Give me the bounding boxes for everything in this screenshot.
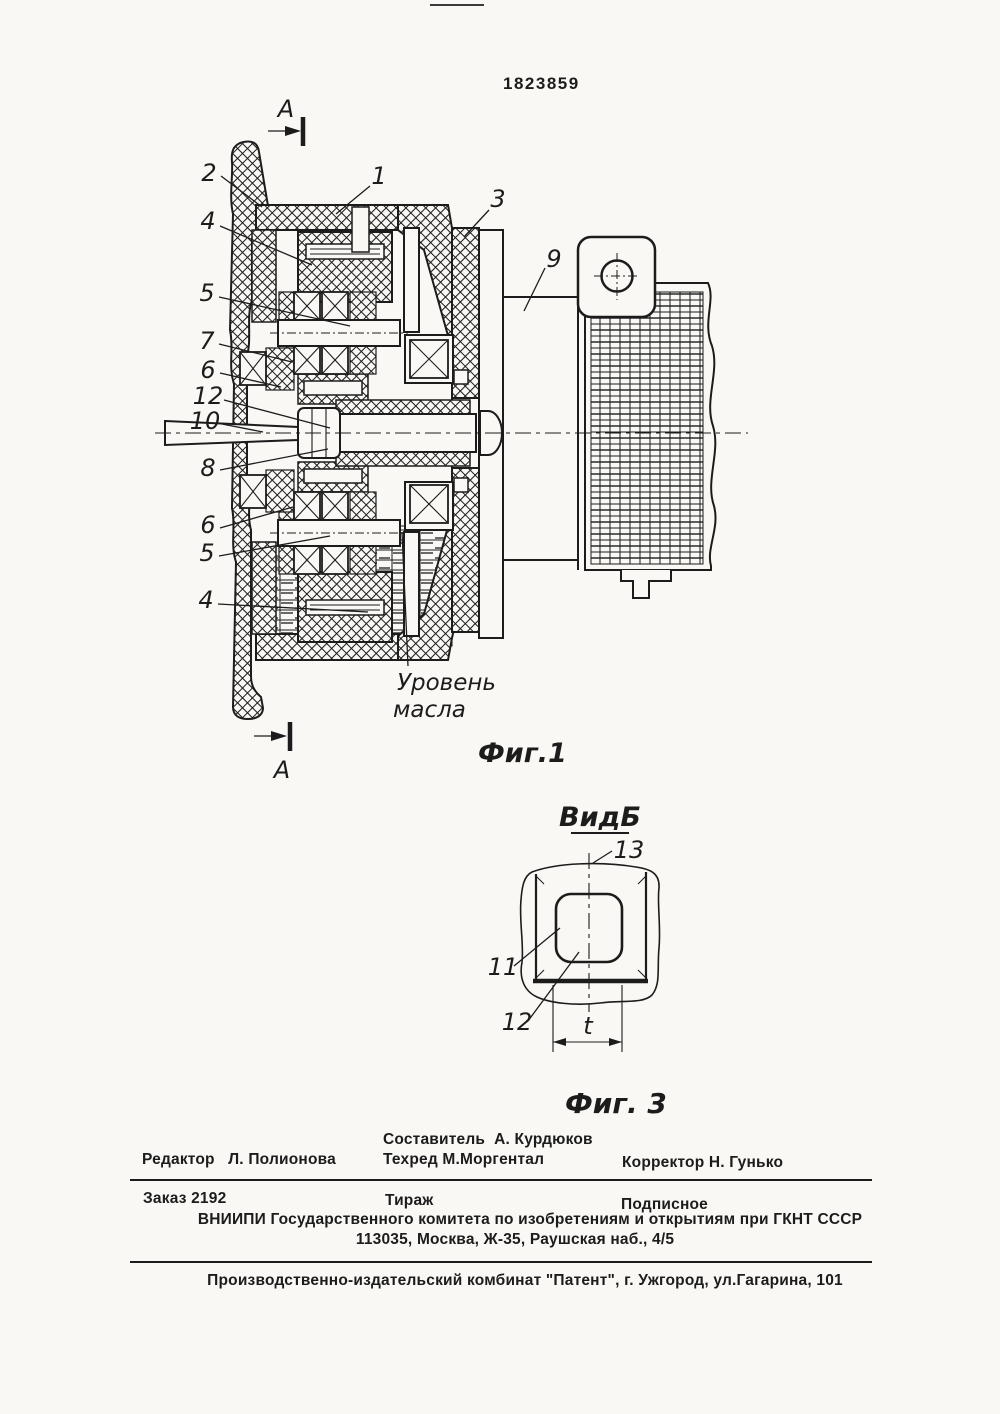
footer-order: Заказ 2192 [143, 1190, 227, 1207]
callout-6: 6 [200, 356, 216, 384]
callout-12b: 12 [501, 1008, 533, 1036]
callout-5b: 5 [199, 539, 215, 567]
fig1-caption: Фиг.1 [478, 738, 567, 769]
footer-publisher: Производственно-издательский комбинат "Патент", г. Ужгород, ул.Гагарина, 101 [207, 1272, 843, 1289]
callout-4: 4 [200, 207, 216, 235]
callout-10: 10 [189, 407, 221, 435]
callout-2: 2 [201, 159, 217, 187]
callout-4b: 4 [198, 586, 214, 614]
footer-address: 113035, Москва, Ж-35, Раушская наб., 4/5 [355, 1231, 675, 1248]
key-upper [454, 370, 468, 384]
dimension-t-label: t [583, 1012, 593, 1040]
fig3-caption: Фиг. 3 [565, 1087, 667, 1120]
view-b-title: ВидБ [559, 802, 641, 833]
oil-level-label-line1: Уровень [397, 670, 496, 696]
footer-committee: ВНИИПИ Государственного комитета по изобретениям и открытиям при ГКНТ СССР [197, 1211, 863, 1228]
callout-9: 9 [546, 245, 562, 273]
fig1 [155, 95, 748, 784]
callout-8: 8 [200, 454, 216, 482]
section-letter-top: А [277, 95, 295, 123]
section-letter-bottom: А [273, 756, 291, 784]
footer-rule-1 [130, 1179, 872, 1181]
callout-5: 5 [199, 279, 215, 307]
mounting-lug [578, 237, 655, 317]
footer-subscription: Подписное [621, 1196, 709, 1213]
stud-upper [404, 228, 419, 332]
cooling-fins [591, 292, 703, 564]
section-arrow-bottom [254, 722, 290, 784]
motor [503, 237, 716, 598]
dimension-t [553, 985, 622, 1052]
callout-1: 1 [371, 162, 387, 190]
footer-corrector: Корректор Н. Гунько [622, 1154, 784, 1171]
callout-12: 12 [192, 382, 224, 410]
footer-compiler: Составитель А. Курдюков [383, 1131, 593, 1148]
footer-techred: Техред М.Моргентал [383, 1151, 545, 1168]
footer-print-run: Тираж [385, 1192, 434, 1209]
callout-6b: 6 [200, 511, 216, 539]
callout-13: 13 [613, 836, 645, 864]
callout-3: 3 [490, 185, 506, 213]
lower-gear [298, 572, 392, 642]
patent-number: 1823859 [503, 74, 580, 93]
oil-level-label-line2: масла [393, 697, 466, 723]
callout-7: 7 [199, 327, 215, 355]
bolt-hole [352, 207, 369, 252]
callout-11: 11 [487, 953, 519, 981]
key-lower [454, 478, 468, 492]
footer-editor: Редактор Л. Полионова [142, 1151, 336, 1168]
fig3 [488, 802, 667, 1120]
footer-rule-2 [130, 1261, 872, 1263]
motor-foot [621, 570, 671, 598]
section-arrow-top [268, 95, 303, 146]
